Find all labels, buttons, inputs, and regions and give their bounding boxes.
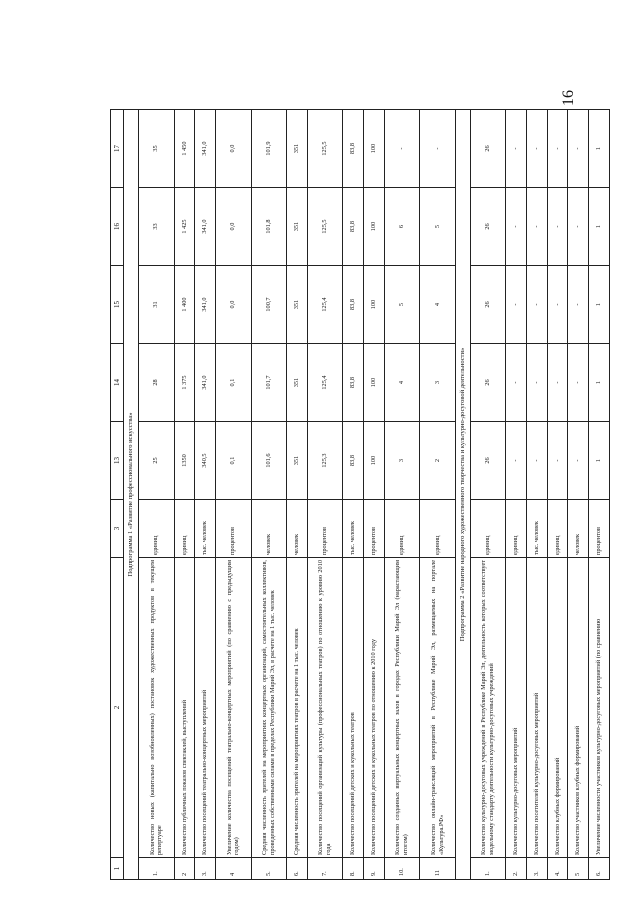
value-cell: 125,3	[307, 422, 343, 500]
value-cell: -	[527, 110, 548, 188]
value-cell: -	[506, 266, 527, 344]
value-cell: 26	[470, 110, 506, 188]
row-number: 7.	[307, 858, 343, 880]
value-cell: 100	[364, 266, 385, 344]
value-cell: 28	[139, 344, 175, 422]
section-title-row	[124, 110, 139, 880]
value-cell: 4	[420, 266, 456, 344]
indicator-name: Увеличение количества посещений театрально-концертных мероприятий (по сравнению с предыдущим годом)	[215, 558, 251, 858]
value-cell: 1	[589, 188, 610, 266]
value-cell: -	[527, 266, 548, 344]
value-cell: 83,8	[343, 422, 364, 500]
value-cell: 0,0	[215, 188, 251, 266]
table-row	[589, 110, 610, 880]
value-cell: 340,5	[195, 422, 216, 500]
value-cell: 125,5	[307, 110, 343, 188]
value-cell: 5	[420, 188, 456, 266]
table-row	[307, 110, 343, 880]
value-cell: 5	[384, 266, 420, 344]
unit-cell: процентов	[364, 500, 385, 558]
indicator-name: Количество посещений детских и кукольных театров	[343, 558, 364, 858]
indicator-name: Количество посещений театрально-концертных мероприятий	[195, 558, 216, 858]
value-cell: -	[547, 344, 568, 422]
value-cell: -	[568, 266, 589, 344]
value-cell: -	[527, 188, 548, 266]
value-cell: -	[506, 110, 527, 188]
value-cell: 3	[384, 422, 420, 500]
value-cell: 26	[470, 266, 506, 344]
table-row	[420, 110, 456, 880]
indicator-name: Количество клубных формирований	[547, 558, 568, 858]
value-cell: 341,0	[195, 110, 216, 188]
value-cell: -	[384, 110, 420, 188]
indicator-name: Количество новых (капитально возобновленных) постановок художественных продуктов в текущем репертуаре	[139, 558, 175, 858]
value-cell: -	[527, 422, 548, 500]
page-number: 16	[560, 90, 577, 106]
value-cell: 1	[589, 266, 610, 344]
indicator-name: Средняя численность зрителей на мероприятиях театров в расчете на 1 тыс. человек	[287, 558, 308, 858]
table-row	[139, 110, 175, 880]
value-cell: 1350	[174, 422, 195, 500]
value-cell: 26	[470, 422, 506, 500]
row-number: 9.	[364, 858, 385, 880]
row-number: 6.	[589, 858, 610, 880]
value-cell: 101,9	[251, 110, 287, 188]
unit-cell: единиц	[506, 500, 527, 558]
table-row	[568, 110, 589, 880]
header-row	[111, 110, 124, 880]
value-cell: 1 375	[174, 344, 195, 422]
section-title: Подпрограмма 1 «Развитие профессионального искусства»	[124, 110, 139, 880]
row-number: 10.	[384, 858, 420, 880]
rotated-table-frame	[110, 110, 610, 880]
table-row	[215, 110, 251, 880]
unit-cell: человек	[251, 500, 287, 558]
unit-cell: единиц	[470, 500, 506, 558]
value-cell: 26	[470, 188, 506, 266]
value-cell: 341,0	[195, 188, 216, 266]
value-cell: 341,0	[195, 266, 216, 344]
row-number: 6.	[287, 858, 308, 880]
header-cell: 13	[111, 422, 124, 500]
value-cell: 351	[287, 422, 308, 500]
row-number: 8.	[343, 858, 364, 880]
value-cell: 2	[420, 422, 456, 500]
value-cell: 341,0	[195, 344, 216, 422]
header-cell: 3	[111, 500, 124, 558]
unit-cell: человек	[568, 500, 589, 558]
value-cell: 6	[384, 188, 420, 266]
unit-cell: процентов	[307, 500, 343, 558]
value-cell: 3	[420, 344, 456, 422]
header-cell: 14	[111, 344, 124, 422]
table-row	[527, 110, 548, 880]
value-cell: -	[547, 266, 568, 344]
value-cell: -	[506, 422, 527, 500]
value-cell: 1	[589, 110, 610, 188]
row-number: 1.	[139, 858, 175, 880]
table-row	[470, 110, 506, 880]
indicator-name: Увеличение численности участников культурно-досуговых мероприятий (по сравнению	[589, 558, 610, 858]
value-cell: -	[547, 188, 568, 266]
unit-cell: тыс. человек	[343, 500, 364, 558]
table-row	[506, 110, 527, 880]
value-cell: 1	[589, 422, 610, 500]
header-cell: 2	[111, 558, 124, 858]
value-cell: 0,1	[215, 344, 251, 422]
header-cell: 1	[111, 858, 124, 880]
value-cell: -	[420, 110, 456, 188]
table-row	[174, 110, 195, 880]
value-cell: 83,8	[343, 188, 364, 266]
value-cell: 101,7	[251, 344, 287, 422]
value-cell: 100	[364, 344, 385, 422]
value-cell: 125,4	[307, 344, 343, 422]
value-cell: -	[568, 422, 589, 500]
value-cell: -	[506, 344, 527, 422]
value-cell: 125,4	[307, 266, 343, 344]
value-cell: -	[547, 110, 568, 188]
unit-cell: единиц	[547, 500, 568, 558]
table-row	[364, 110, 385, 880]
header-cell: 16	[111, 188, 124, 266]
value-cell: 351	[287, 110, 308, 188]
unit-cell: единиц	[384, 500, 420, 558]
value-cell: -	[527, 344, 548, 422]
value-cell: 100	[364, 110, 385, 188]
value-cell: 1 400	[174, 266, 195, 344]
value-cell: 125,5	[307, 188, 343, 266]
unit-cell: тыс. человек	[527, 500, 548, 558]
value-cell: 1 450	[174, 110, 195, 188]
row-number: 1.	[470, 858, 506, 880]
row-number: 4	[215, 858, 251, 880]
section-title: Подпрограмма 2 «Развитие народного художественного творчества и культурно-досуговой деятельности»	[455, 110, 470, 880]
unit-cell: тыс. человек	[195, 500, 216, 558]
value-cell: 33	[139, 188, 175, 266]
value-cell: 1	[589, 344, 610, 422]
indicator-name: Количество посетителей культурно-досуговых мероприятий	[527, 558, 548, 858]
table-row	[287, 110, 308, 880]
value-cell: 351	[287, 266, 308, 344]
value-cell: -	[568, 188, 589, 266]
row-number: 5.	[251, 858, 287, 880]
indicator-name: Количество онлайн-трансляций мероприятий в Республике Марий Эл, размещаемых на портале «Культура.РФ»	[420, 558, 456, 858]
indicator-name: Количество участников клубных формирований	[568, 558, 589, 858]
value-cell: -	[568, 344, 589, 422]
value-cell: 1 425	[174, 188, 195, 266]
value-cell: 100	[364, 188, 385, 266]
value-cell: 351	[287, 188, 308, 266]
value-cell: 0,0	[215, 266, 251, 344]
unit-cell: процентов	[215, 500, 251, 558]
table-row	[384, 110, 420, 880]
indicator-name: Количество культурно-досуговых учреждений в Республике Марий Эл, деятельность которых соответствует модельному стандарту деятельности культурно-досуговых учреждений	[470, 558, 506, 858]
value-cell: 100	[364, 422, 385, 500]
indicator-name: Количество созданных виртуальных концертных залов в городах Республики Марий Эл (нарастающим итогом)	[384, 558, 420, 858]
unit-cell: единиц	[420, 500, 456, 558]
table-row	[547, 110, 568, 880]
header-cell: 17	[111, 110, 124, 188]
unit-cell: процентов	[589, 500, 610, 558]
value-cell: 100,7	[251, 266, 287, 344]
value-cell: 83,8	[343, 344, 364, 422]
value-cell: -	[506, 188, 527, 266]
section-title-row	[455, 110, 470, 880]
unit-cell: единиц	[139, 500, 175, 558]
value-cell: 25	[139, 422, 175, 500]
indicator-name: Средняя численность зрителей на мероприятиях концертных организаций, самостоятельных коллективов, проведенных собственными силами в пределах Республики Марий Эл, в расчете на 1 тыс. человек	[251, 558, 287, 858]
row-number: 2.	[506, 858, 527, 880]
table-row	[251, 110, 287, 880]
indicators-table	[110, 109, 610, 880]
indicator-name: Количество посещений детских и кукольных театров по отношению к 2010 году	[364, 558, 385, 858]
unit-cell: единиц	[174, 500, 195, 558]
value-cell: 83,8	[343, 110, 364, 188]
value-cell: 0,1	[215, 422, 251, 500]
table-row	[195, 110, 216, 880]
value-cell: 4	[384, 344, 420, 422]
value-cell: 101,8	[251, 188, 287, 266]
row-number: 5	[568, 858, 589, 880]
value-cell: -	[568, 110, 589, 188]
header-cell: 15	[111, 266, 124, 344]
value-cell: 35	[139, 110, 175, 188]
row-number: 2	[174, 858, 195, 880]
value-cell: 83,8	[343, 266, 364, 344]
value-cell: 31	[139, 266, 175, 344]
row-number: 11	[420, 858, 456, 880]
table-container	[110, 110, 610, 880]
value-cell: 101,6	[251, 422, 287, 500]
row-number: 4.	[547, 858, 568, 880]
value-cell: -	[547, 422, 568, 500]
indicator-name: Количество посещений организаций культуры (профессиональных театров) по отношению к уровню 2010 года	[307, 558, 343, 858]
row-number: 3.	[195, 858, 216, 880]
value-cell: 351	[287, 344, 308, 422]
row-number: 3.	[527, 858, 548, 880]
value-cell: 0,0	[215, 110, 251, 188]
indicator-name: Количество культурно-досуговых мероприятий	[506, 558, 527, 858]
unit-cell: человек	[287, 500, 308, 558]
table-row	[343, 110, 364, 880]
value-cell: 26	[470, 344, 506, 422]
indicator-name: Количество публичных показов спектаклей, выступлений	[174, 558, 195, 858]
